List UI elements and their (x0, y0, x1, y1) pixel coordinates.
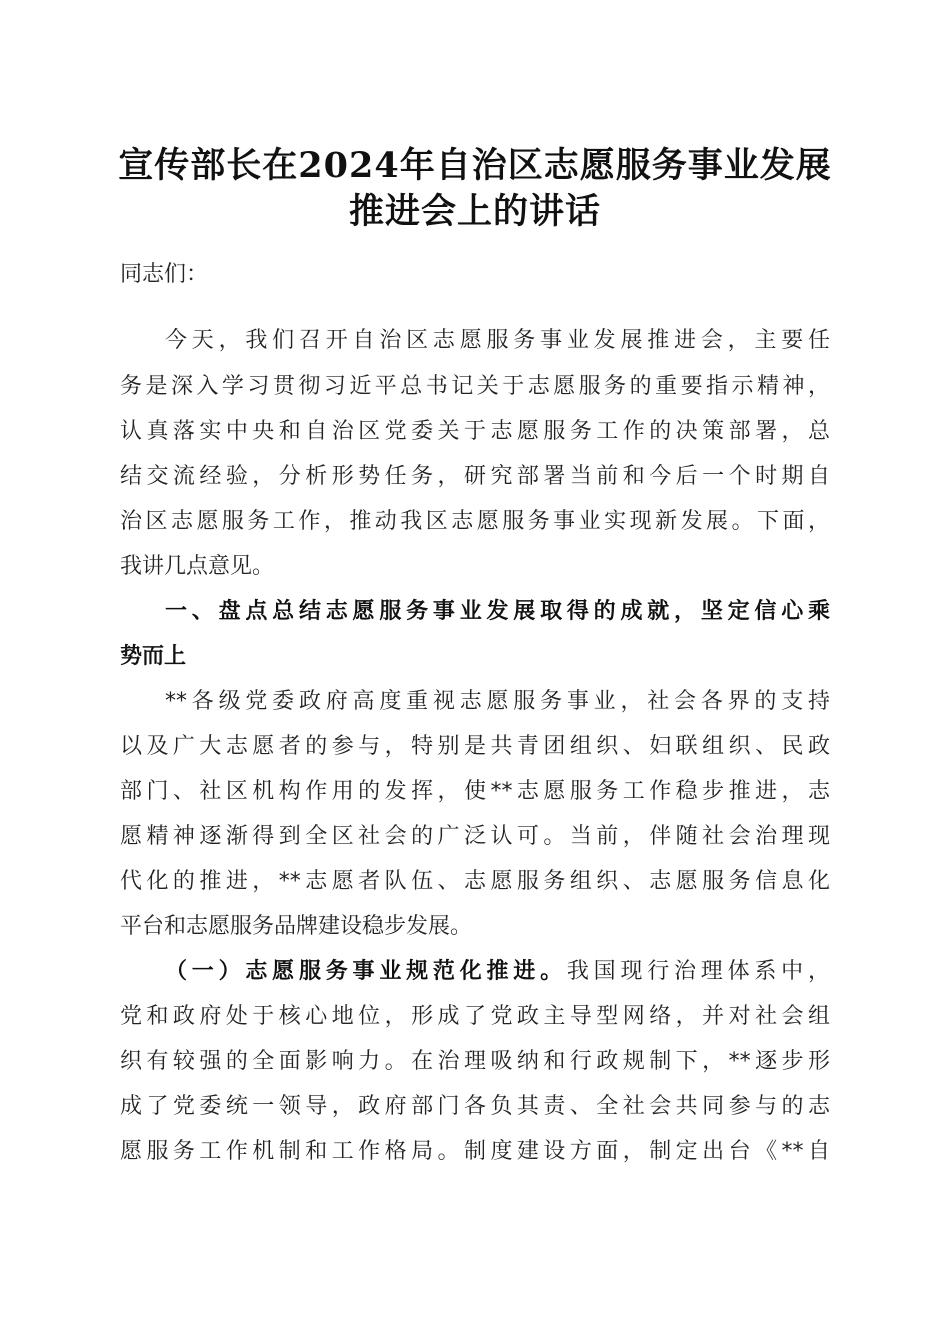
document-title-line-1: 宣传部长在2024年自治区志愿服务事业发展 (118, 145, 832, 186)
paragraph-1-line: 治区志愿服务工作，推动我区志愿服务事业实现新发展。下面， (120, 509, 830, 534)
paragraph-3-line: 成了党委统一领导，政府部门各负其责、全社会共同参与的志 (120, 1094, 830, 1119)
paragraph-1-line: 结交流经验，分析形势任务，研究部署当前和今后一个时期自 (120, 464, 830, 489)
paragraph-3-line: 党和政府处于核心地位，形成了党政主导型网络，并对社会组 (120, 1004, 830, 1029)
paragraph-3-line: 愿服务工作机制和工作格局。制度建设方面，制定出台《**自 (120, 1139, 830, 1164)
paragraph-2-line: 部门、社区机构作用的发挥，使**志愿服务工作稳步推进，志 (120, 779, 830, 804)
paragraph-2-line: 代化的推进，**志愿者队伍、志愿服务组织、志愿服务信息化 (120, 869, 830, 894)
section-heading-line: 势而上 (120, 644, 187, 669)
paragraph-2-line: 以及广大志愿者的参与，特别是共青团组织、妇联组织、民政 (120, 734, 830, 759)
document-title-line-2: 推进会上的讲话 (348, 191, 601, 232)
section-heading-line: 一、盘点总结志愿服务事业发展取得的成就，坚定信心乘 (165, 599, 830, 624)
paragraph-2-line: **各级党委政府高度重视志愿服务事业，社会各界的支持 (165, 689, 830, 714)
paragraph-3-first-line (165, 950, 830, 994)
paragraph-2-line: 愿精神逐渐得到全区社会的广泛认可。当前，伴随社会治理现 (120, 824, 830, 849)
salutation: 同志们： (120, 262, 209, 287)
paragraph-1-line: 认真落实中央和自治区党委关于志愿服务工作的决策部署，总 (120, 419, 830, 444)
paragraph-3-text: 我国现行治理体系中， (566, 959, 830, 984)
paragraph-3-line: 织有较强的全面影响力。在治理吸纳和行政规制下，**逐步形 (120, 1049, 830, 1074)
subsection-heading: （一）志愿服务事业规范化推进。 (165, 959, 567, 984)
paragraph-2-line: 平台和志愿服务品牌建设稳步发展。 (120, 914, 473, 939)
paragraph-1-line: 今天，我们召开自治区志愿服务事业发展推进会，主要任 (165, 328, 830, 353)
paragraph-1-line: 务是深入学习贯彻习近平总书记关于志愿服务的重要指示精神， (120, 374, 830, 399)
paragraph-1-line: 我讲几点意见。 (120, 554, 275, 579)
